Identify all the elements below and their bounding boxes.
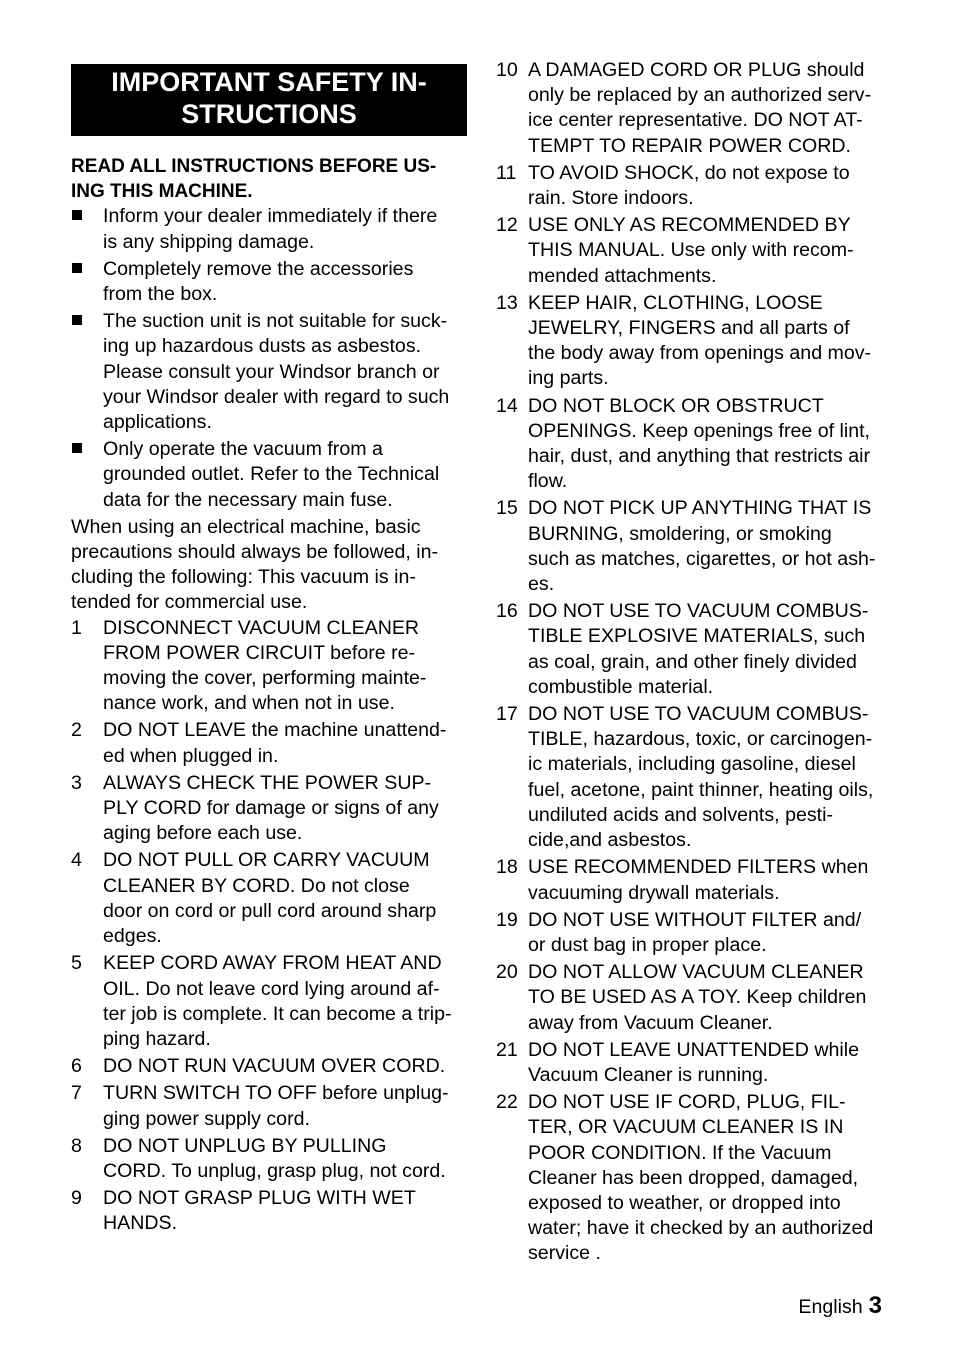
item-number: 16 [496, 600, 518, 623]
safety-item [496, 161, 888, 211]
text-line: edges. [103, 925, 162, 948]
item-number: 21 [496, 1038, 518, 1061]
text-line: TEMPT TO REPAIR POWER CORD. [528, 134, 851, 157]
text-line: DO NOT PULL OR CARRY VACUUM [103, 849, 430, 872]
text-line: OPENINGS. Keep openings free of lint, [528, 419, 870, 442]
safety-item [496, 58, 888, 159]
section-title [71, 64, 467, 136]
text-line: KEEP CORD AWAY FROM HEAT AND [103, 952, 442, 975]
text-line: away from Vacuum Cleaner. [528, 1011, 773, 1034]
safety-item [496, 291, 888, 392]
text-line: TIBLE, hazardous, toxic, or carcinogen- [528, 728, 873, 751]
bullet-item [71, 204, 467, 254]
right-column [496, 58, 888, 1269]
text-line: data for the necessary main fuse. [103, 488, 393, 511]
text-line: your Windsor dealer with regard to such [103, 385, 450, 408]
safety-item [71, 1081, 467, 1131]
text-line: DO NOT ALLOW VACUUM CLEANER [528, 961, 864, 984]
text-line: POOR CONDITION. If the Vacuum [528, 1141, 832, 1164]
text-line: TIBLE EXPLOSIVE MATERIALS, such [528, 625, 866, 648]
text-line: from the box. [103, 283, 218, 306]
text-line: Only operate the vacuum from a [103, 438, 383, 461]
text-line: cluding the following: This vacuum is in- [71, 566, 416, 589]
item-number: 12 [496, 214, 518, 237]
text-line: such as matches, cigarettes, or hot ash- [528, 547, 876, 570]
text-line: ing parts. [528, 367, 609, 390]
safety-item [496, 702, 888, 853]
text-line: water; have it checked by an authorized [528, 1217, 874, 1240]
numbered-list-right [496, 58, 888, 1267]
item-number: 4 [71, 849, 82, 872]
text-line: DO NOT GRASP PLUG WITH WET [103, 1187, 416, 1210]
safety-item [71, 951, 467, 1052]
text-line: When using an electrical machine, basic [71, 515, 421, 538]
safety-item [496, 960, 888, 1036]
text-line: JEWELRY, FINGERS and all parts of [528, 317, 850, 340]
safety-item [496, 855, 888, 905]
text-line: Inform your dealer immediately if there [103, 205, 438, 228]
safety-item [496, 1090, 888, 1266]
text-line: CORD. To unplug, grasp plug, not cord. [103, 1159, 446, 1182]
safety-item [71, 718, 467, 768]
text-line: DO NOT UNPLUG BY PULLING [103, 1134, 387, 1157]
item-number: 18 [496, 856, 518, 879]
numbered-list-left [71, 616, 467, 1237]
safety-item [496, 1038, 888, 1088]
text-line: service . [528, 1242, 601, 1265]
text-line: PLY CORD for damage or signs of any [103, 797, 439, 820]
safety-item [496, 394, 888, 495]
bullet-item [71, 437, 467, 513]
text-line: USE ONLY AS RECOMMENDED BY [528, 214, 851, 237]
text-line: es. [528, 573, 555, 596]
text-line: DO NOT LEAVE the machine unattend- [103, 719, 447, 742]
text-line: USE RECOMMENDED FILTERS when [528, 856, 869, 879]
safety-item [71, 848, 467, 949]
text-line: ice center representative. DO NOT AT- [528, 109, 863, 132]
text-line: Vacuum Cleaner is running. [528, 1063, 769, 1086]
safety-item [496, 496, 888, 597]
text-line: fuel, acetone, paint thinner, heating oils, [528, 778, 874, 801]
item-number: 2 [71, 719, 82, 742]
text-line: or dust bag in proper place. [528, 933, 767, 956]
square-bullet-icon [72, 443, 82, 453]
text-line: applications. [103, 411, 212, 434]
text-line: ic materials, including gasoline, diesel [528, 753, 856, 776]
text-line: TO AVOID SHOCK, do not expose to [528, 161, 850, 184]
text-line: TO BE USED AS A TOY. Keep children [528, 986, 867, 1009]
text-line: grounded outlet. Refer to the Technical [103, 463, 440, 486]
text-line: DO NOT PICK UP ANYTHING THAT IS [528, 497, 872, 520]
text-line: ging power supply cord. [103, 1107, 310, 1130]
safety-item [496, 599, 888, 700]
text-line: aging before each use. [103, 822, 303, 845]
text-line: DO NOT RUN VACUUM OVER CORD. [103, 1055, 446, 1078]
item-number: 5 [71, 952, 82, 975]
item-number: 9 [71, 1187, 82, 1210]
bullet-item [71, 309, 467, 435]
item-number: 11 [496, 161, 517, 184]
safety-item [496, 213, 888, 289]
text-line: undiluted acids and solvents, pesti- [528, 803, 833, 826]
text-line: DO NOT USE WITHOUT FILTER and/ [528, 908, 862, 931]
square-bullet-icon [72, 315, 82, 325]
text-line: is any shipping damage. [103, 230, 315, 253]
text-line: FROM POWER CIRCUIT before re- [103, 641, 416, 664]
text-line: HANDS. [103, 1212, 178, 1235]
item-number: 17 [496, 703, 518, 726]
title-line: IMPORTANT SAFETY IN- [111, 67, 427, 97]
text-line: combustible material. [528, 675, 714, 698]
text-line: THIS MANUAL. Use only with recom- [528, 239, 854, 262]
text-line: DISCONNECT VACUUM CLEANER [103, 616, 420, 639]
subheading-line: READ ALL INSTRUCTIONS BEFORE US- [71, 156, 437, 177]
text-line: door on cord or pull cord around sharp [103, 899, 437, 922]
text-line: cide,and asbestos. [528, 829, 692, 852]
text-line: Please consult your Windsor branch or [103, 360, 440, 383]
text-line: DO NOT LEAVE UNATTENDED while [528, 1038, 859, 1061]
safety-item [71, 771, 467, 847]
text-line: KEEP HAIR, CLOTHING, LOOSE [528, 291, 823, 314]
text-line: ping hazard. [103, 1027, 211, 1050]
text-line: The suction unit is not suitable for suck- [103, 310, 448, 333]
text-line: precautions should always be followed, in- [71, 541, 439, 564]
item-number: 14 [496, 394, 518, 417]
page-footer [798, 1293, 882, 1320]
item-number: 7 [71, 1082, 82, 1105]
item-number: 8 [71, 1134, 82, 1157]
text-line: DO NOT BLOCK OR OBSTRUCT [528, 394, 824, 417]
text-line: DO NOT USE TO VACUUM COMBUS- [528, 703, 869, 726]
text-line: mended attachments. [528, 264, 717, 287]
text-line: DO NOT USE TO VACUUM COMBUS- [528, 600, 869, 623]
text-line: OIL. Do not leave cord lying around af- [103, 977, 440, 1000]
safety-item [496, 908, 888, 958]
read-instructions-heading [71, 154, 467, 204]
text-line: moving the cover, performing mainte- [103, 667, 427, 690]
subheading-line: ING THIS MACHINE. [71, 181, 253, 203]
safety-item [71, 616, 467, 717]
footer-language: English [798, 1296, 863, 1318]
item-number: 19 [496, 908, 518, 931]
bullet-item [71, 257, 467, 307]
item-number: 1 [71, 616, 82, 639]
item-number: 3 [71, 771, 82, 794]
safety-item [71, 1186, 467, 1236]
text-line: as coal, grain, and other finely divided [528, 650, 857, 673]
item-number: 22 [496, 1091, 518, 1114]
safety-item [71, 1134, 467, 1184]
text-line: TER, OR VACUUM CLEANER IS IN [528, 1116, 844, 1139]
left-column [71, 64, 467, 1239]
title-line: STRUCTIONS [181, 99, 357, 129]
item-number: 6 [71, 1055, 82, 1078]
text-line: CLEANER BY CORD. Do not close [103, 874, 410, 897]
text-line: nance work, and when not in use. [103, 692, 395, 715]
text-line: ter job is complete. It can become a trip- [103, 1002, 452, 1025]
item-number: 15 [496, 497, 518, 520]
text-line: ing up hazardous dusts as asbestos. [103, 335, 422, 358]
item-number: 13 [496, 291, 518, 314]
intro-paragraph [71, 515, 467, 616]
item-number: 10 [496, 59, 518, 81]
text-line: rain. Store indoors. [528, 187, 694, 210]
item-number: 20 [496, 961, 518, 984]
text-line: TURN SWITCH TO OFF before unplug- [103, 1082, 449, 1105]
text-line: tended for commercial use. [71, 591, 308, 614]
text-line: DO NOT USE IF CORD, PLUG, FIL- [528, 1091, 846, 1114]
text-line: Cleaner has been dropped, damaged, [528, 1166, 859, 1189]
text-line: Completely remove the accessories [103, 257, 414, 280]
text-line: vacuuming drywall materials. [528, 881, 780, 904]
text-line: ed when plugged in. [103, 744, 279, 767]
text-line: BURNING, smoldering, or smoking [528, 522, 832, 545]
text-line: exposed to weather, or dropped into [528, 1191, 841, 1214]
text-line: ALWAYS CHECK THE POWER SUP- [103, 771, 432, 794]
text-line: hair, dust, and anything that restricts air [528, 445, 870, 468]
page-number: 3 [868, 1292, 882, 1319]
text-line: A DAMAGED CORD OR PLUG should [528, 59, 865, 81]
text-line: only be replaced by an authorized serv- [528, 84, 872, 107]
text-line: flow. [528, 470, 568, 493]
bullet-list [71, 204, 467, 512]
text-line: the body away from openings and mov- [528, 342, 872, 365]
square-bullet-icon [72, 210, 82, 220]
safety-item [71, 1054, 467, 1079]
square-bullet-icon [72, 263, 82, 273]
